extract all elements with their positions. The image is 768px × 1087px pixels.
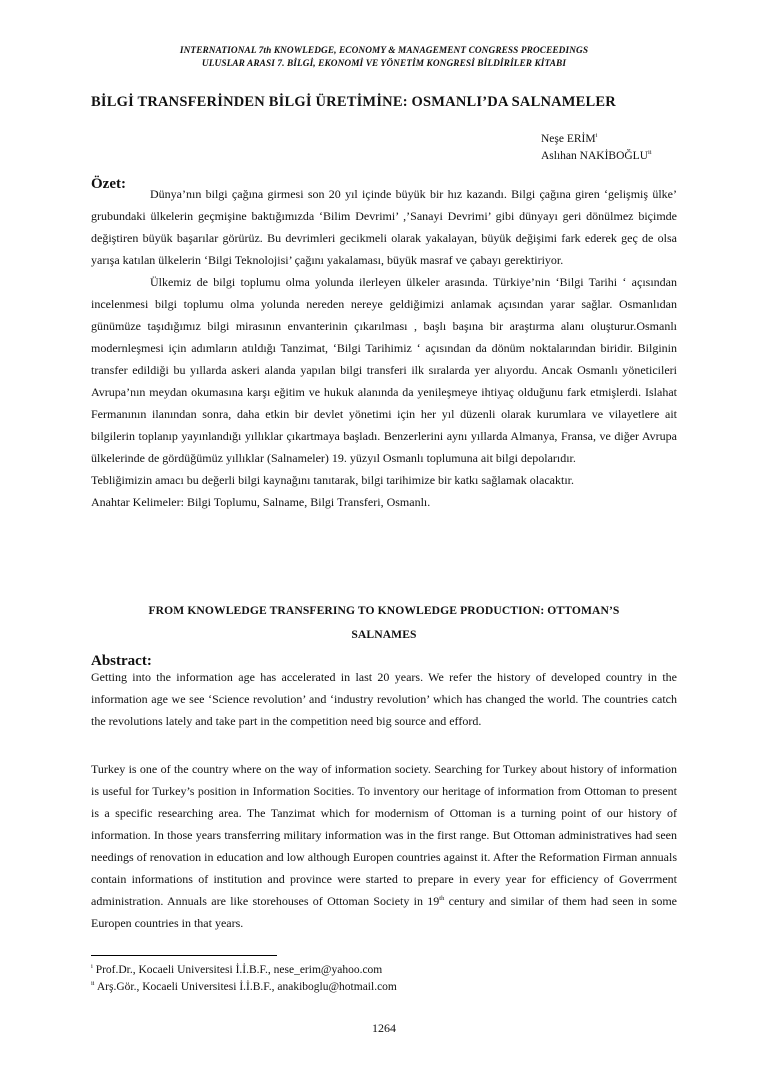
ozet-purpose: Tebliğimizin amacı bu değerli bilgi kaynağını tanıtarak, bilgi tarihimize bir katkı sağlamak olacaktır. xyxy=(91,473,575,487)
author-footnote-mark: ii xyxy=(648,149,652,157)
footnote-text: Arş.Gör., Kocaeli Universitesi İ.İ.B.F., anakiboglu@hotmail.com xyxy=(96,981,397,993)
paper-title-en xyxy=(91,599,677,647)
proceedings-header-en: INTERNATIONAL 7th KNOWLEDGE, ECONOMY & MANAGEMENT CONGRESS PROCEEDINGS xyxy=(179,46,589,56)
abstract-paragraph: Getting into the information age has accelerated in last 20 years. We refer the history of developed country in the information age we see ‘Science revolution’ and ‘industry revolution’ which has changed the world. The countries catch the revolutions lately and take part in the competition need big source and efford. xyxy=(91,670,677,728)
author-name: Aslıhan NAKİBOĞLU xyxy=(541,150,649,162)
abstract-heading: Abstract: xyxy=(91,653,152,669)
ordinal-suffix: th xyxy=(439,895,445,902)
ozet-heading: Özet: xyxy=(91,176,126,192)
title-en-line: SALNAMES xyxy=(351,628,417,641)
author-1 xyxy=(541,133,597,145)
abstract-text: Turkey is one of the country where on the way of information society. Searching for Turkey about history of information is useful for Turkey’s position in Information Socities. To inventory our heritage of information from Ottoman to present is a specific researching area. The Tanzimat which for modernism of Ottoman is a turning point of our history of information. In those years transferring military information was in the first range. But Ottoman administratives had seen needings of renovation in education and low although Europen countries against it. After the Reformation Firman annuals contain informations of institution and province were started to prepare in every year for efficiency of Goverrment administration. Annuals are like storehouses of Ottoman Society in 19 xyxy=(91,762,677,908)
abstract-text: century and similar of them had seen in some Europen countries in that years. xyxy=(91,894,677,930)
footnote-mark: i xyxy=(91,963,93,971)
abstract-paragraph xyxy=(91,758,677,934)
footnote-2 xyxy=(91,981,397,993)
abstract-paragraph-2 xyxy=(91,758,677,934)
footnote-1 xyxy=(91,964,382,976)
author-2 xyxy=(541,150,652,162)
keywords: Anahtar Kelimeler: Bilgi Toplumu, Salname, Bilgi Transferi, Osmanlı. xyxy=(91,495,431,509)
author-footnote-mark: i xyxy=(595,132,598,140)
ozet-paragraph: Dünya’nın bilgi çağına girmesi son 20 yıl içinde büyük bir hız kazandı. Bilgi çağına giren ‘gelişmiş ülke’ grubundaki ülkelerin geçmişine baktığımızda ‘Bilim Devrimi’ ,’Sanayi Devrimi’ gibi dünyayı geri dönülmez biçimde değiştiren büyük başarılar görürüz. Bu devrimleri gecikmeli olarak yakalayan, büyük değişimi fark ederek geç de olsa yarışa katılan ülkelerin ‘Bilgi Teknolojisi’ çağını yakalaması, büyük masraf ve çabayı gerektiriyor. xyxy=(91,187,677,267)
ozet-paragraph: Ülkemiz de bilgi toplumu olma yolunda ilerleyen ülkeler arasında. Türkiye’nin ‘Bilgi Tarihi ‘ açısından incelenmesi bilgi toplumu olma yolunda nereden nereye geldiğimizi anlamak açısından yarar sağlar. Osmanlıdan günümüze taşıdığımız bilgi mirasının envanterinin çıkarılması , başlı başına bir araştırma alanı oluşturur.Osmanlı modernleşmesi için adımların atıldığı Tanzimat, ‘Bilgi Tarihimiz ‘ açısından da dönüm noktalarından biridir. Bilginin transfer edildiği bu yıllarda askeri alanda yapılan bilgi transferi ilk sıralarda yer alıyordu. Ancak Osmanlı yöneticileri Avrupa’nın meydan okumasına karşı eğitim ve hukuk alanında da yenileşmeye ihtiyaç olduğunu fark etmişlerdi. Islahat Fermanının ilanından sonra, daha etkin bir devlet yönetimi için her yıl düzenli olarak kurumlara ve vilayetlere ait bilgilerin toplanıp yayınlandığı yıllıklar çıkartmaya başladı. Benzerlerini aynı yıllarda Almanya, Fransa, ve diğer Avrupa ülkelerinde de gördüğümüz yıllıklar (Salnameler) 19. yüzyıl Osmanlı toplumuna ait bilgi depolarıdır. xyxy=(91,275,677,465)
author-name: Neşe ERİM xyxy=(541,133,596,145)
proceedings-header-tr: ULUSLAR ARASI 7. BİLGİ, EKONOMİ VE YÖNETİM KONGRESİ BİLDİRİLER KİTABI xyxy=(201,59,567,69)
abstract-paragraph-1 xyxy=(91,666,677,732)
footnote-text: Prof.Dr., Kocaeli Universitesi İ.İ.B.F., nese_erim@yahoo.com xyxy=(95,964,383,976)
footnote-divider xyxy=(91,955,277,956)
footnote-mark: ii xyxy=(91,980,95,988)
page-number: 1264 xyxy=(372,1021,396,1035)
paper-title-tr: BİLGİ TRANSFERİNDEN BİLGİ ÜRETİMİNE: OSMANLI’DA SALNAMELER xyxy=(91,94,616,110)
ozet-body xyxy=(91,183,677,513)
title-en-line: FROM KNOWLEDGE TRANSFERING TO KNOWLEDGE PRODUCTION: OTTOMAN’S xyxy=(148,604,620,617)
